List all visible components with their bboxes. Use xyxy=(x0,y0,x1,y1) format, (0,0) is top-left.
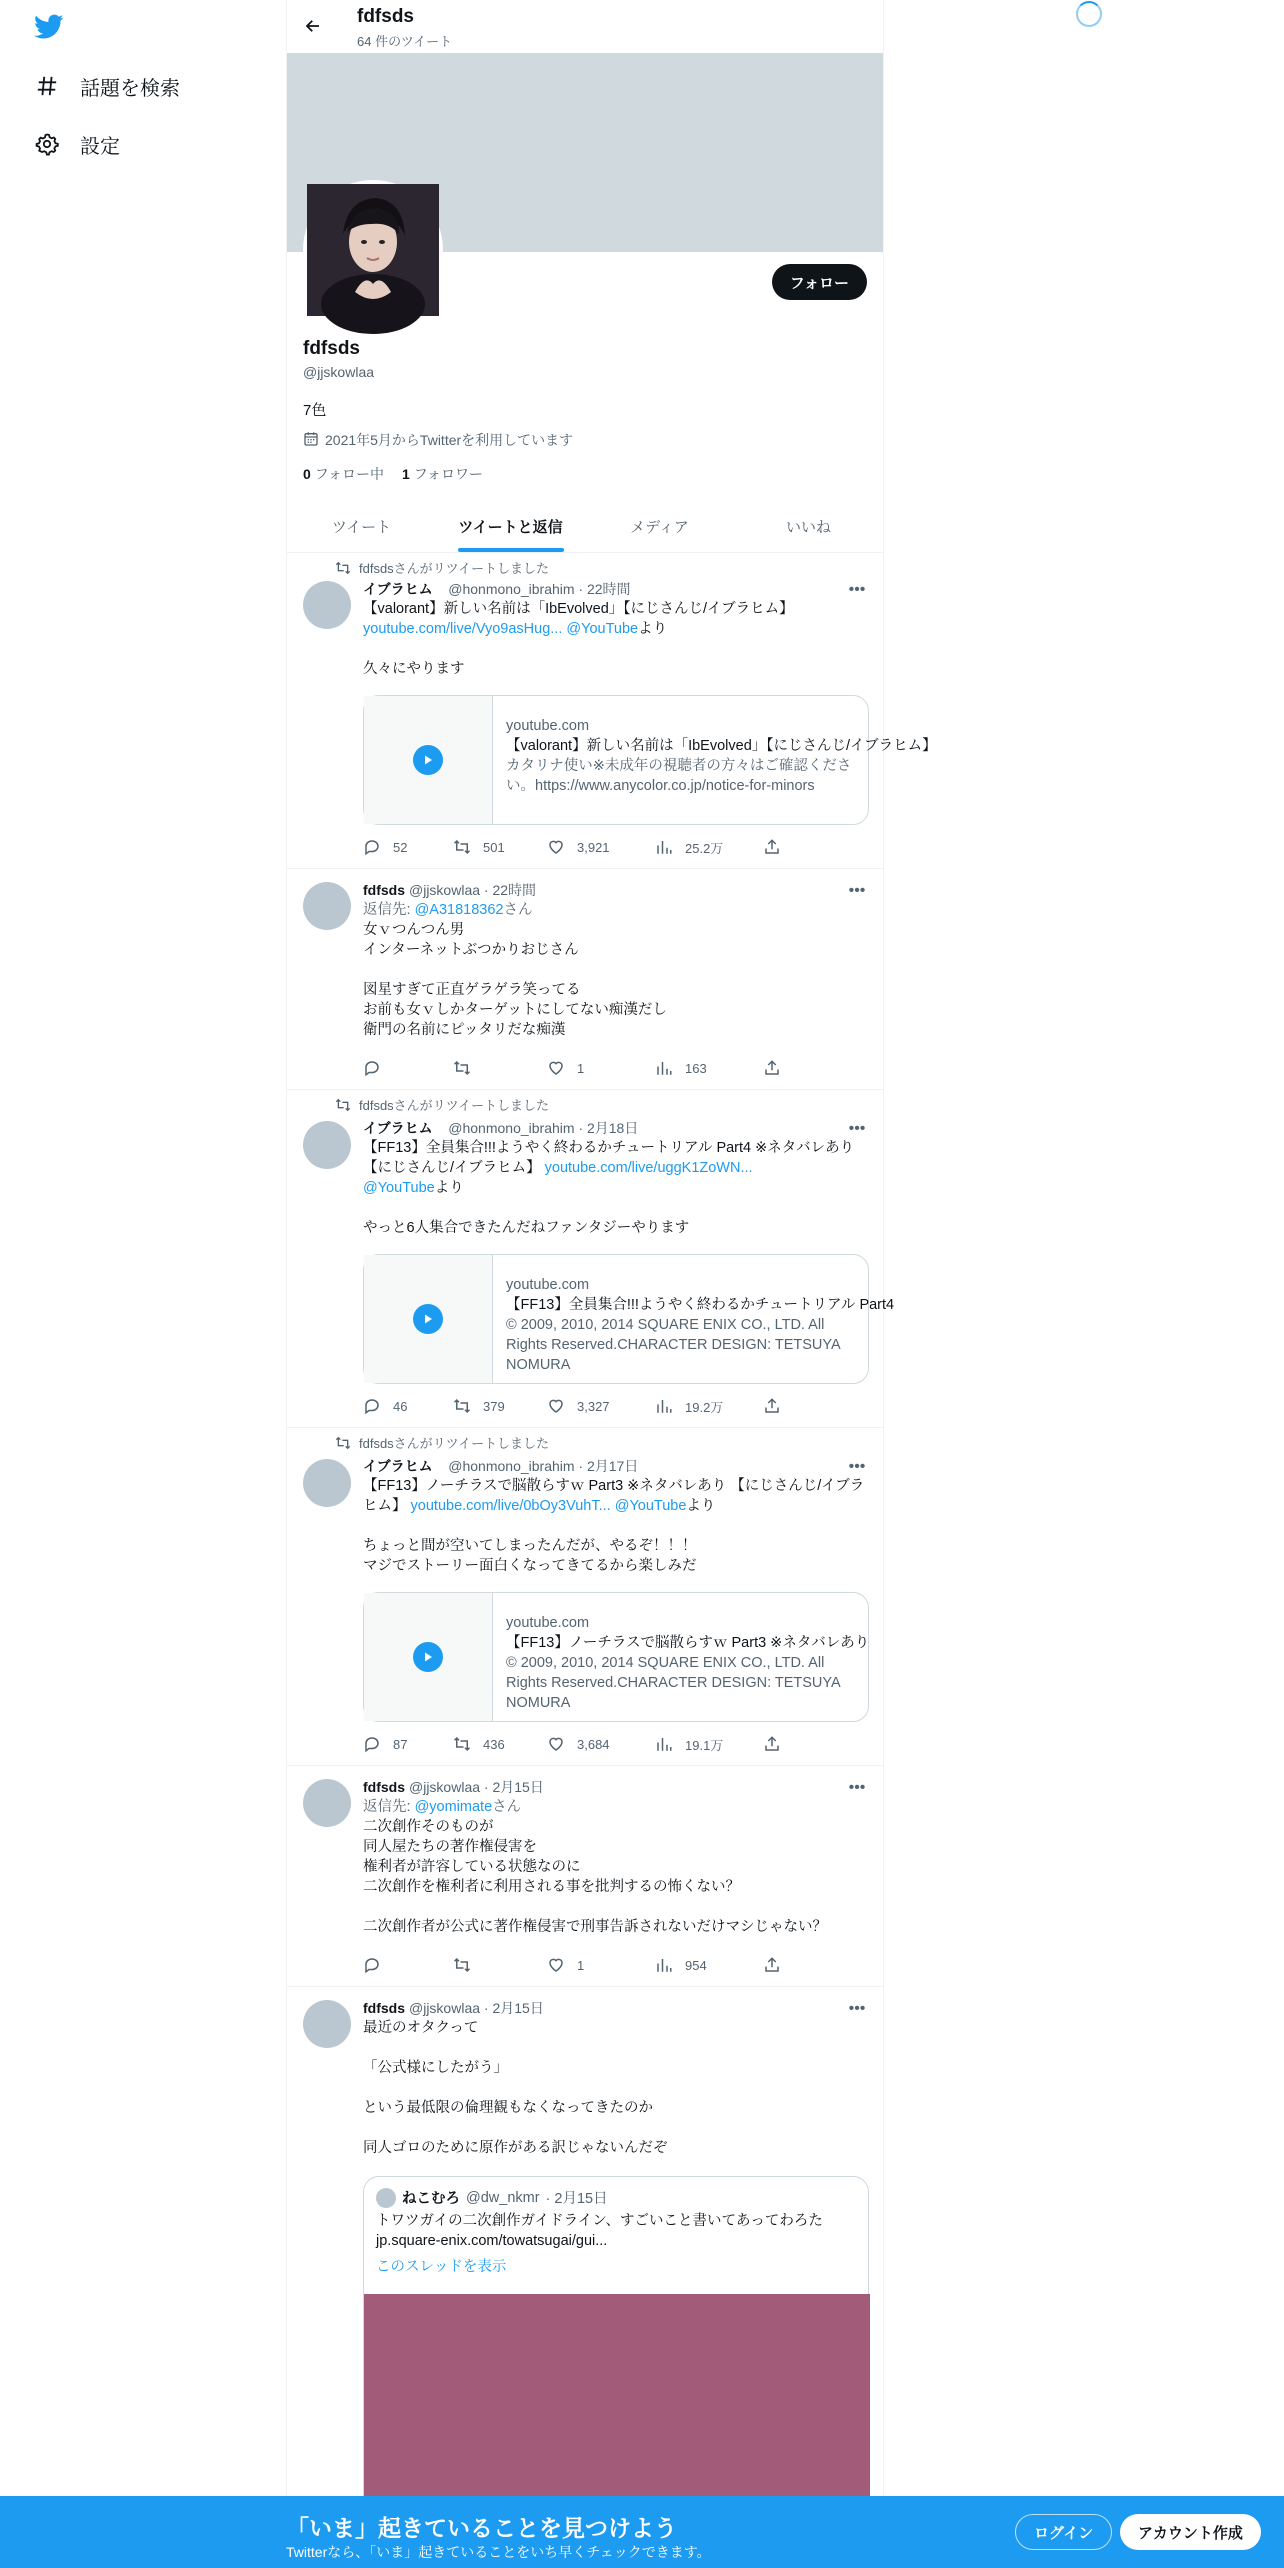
tweet-body xyxy=(363,880,867,1040)
retweet-icon xyxy=(453,1059,471,1077)
quote-link: jp.square-enix.com/towatsugai/gui... xyxy=(376,2233,608,2249)
retweet-indicator xyxy=(335,1095,549,1114)
card-description: © 2009, 2010, 2014 SQUARE ENIX CO., LTD. All Rights Reserved.CHARACTER DESIGN: TETSUYA NOMURA xyxy=(506,1317,840,1373)
nav-settings-label: 設定 xyxy=(80,135,120,158)
view-count: 25.2万 xyxy=(685,840,724,856)
link-card[interactable] xyxy=(363,1592,869,1722)
reply-icon xyxy=(363,1735,381,1753)
retweet-button[interactable] xyxy=(453,1955,547,1975)
tweet-link[interactable]: youtube.com/live/0bOy3VuhT... xyxy=(410,1498,611,1514)
profile-joined xyxy=(303,430,573,450)
follow-button[interactable]: フォロー xyxy=(772,264,867,300)
card-description: © 2009, 2010, 2014 SQUARE ENIX CO., LTD. All Rights Reserved.CHARACTER DESIGN: TETSUYA NOMURA xyxy=(506,1655,840,1711)
retweet-indicator xyxy=(335,558,549,577)
calendar-icon xyxy=(303,431,319,450)
view-count: 954 xyxy=(685,1957,707,1973)
tweet-body xyxy=(363,1777,867,1937)
view-count: 163 xyxy=(685,1060,707,1076)
like-button[interactable] xyxy=(547,837,655,857)
quote-avatar xyxy=(376,2188,396,2208)
tweet-mention[interactable]: @YouTube xyxy=(363,1180,435,1196)
tweet-time[interactable]: · 2月17日 xyxy=(578,1458,639,1474)
tab-tweets[interactable]: ツイート xyxy=(331,518,392,536)
tweet-actions xyxy=(363,1734,793,1754)
reply-button[interactable] xyxy=(363,1058,453,1078)
tweet-text-suffix: より xyxy=(638,621,668,637)
heart-icon xyxy=(547,838,565,856)
share-icon xyxy=(763,1397,781,1415)
views-button[interactable] xyxy=(655,1955,763,1975)
tweet-author-handle[interactable]: @jjskowlaa xyxy=(409,2000,481,2016)
retweet-by-text: fdfsdsさんがリツイートしました xyxy=(359,1436,550,1451)
tweet-body xyxy=(363,579,867,679)
retweet-button[interactable] xyxy=(453,1734,547,1754)
card-info xyxy=(506,1613,870,1711)
more-icon[interactable]: ••• xyxy=(848,1458,866,1475)
play-icon xyxy=(413,1304,443,1334)
tweet-text-line: ちょっと間が空いてしまったんだが、やるぞ！！！ マジでストーリー面白くなってきてるから楽しみだ xyxy=(363,1538,697,1574)
signup-banner xyxy=(0,2496,1284,2568)
share-icon xyxy=(763,1059,781,1077)
tweet-author-handle[interactable]: @honmono_ibrahim xyxy=(448,581,575,597)
retweet-count: 436 xyxy=(483,1736,505,1752)
like-button[interactable] xyxy=(547,1734,655,1754)
tweet-text xyxy=(363,1138,867,1238)
like-count: 3,684 xyxy=(577,1736,610,1752)
views-icon xyxy=(655,1735,673,1753)
retweet-icon xyxy=(453,1956,471,1974)
share-button[interactable] xyxy=(763,1955,781,1975)
tweet-time[interactable]: · 22時間 xyxy=(483,882,537,898)
reply-to-line xyxy=(363,1797,867,1817)
play-icon xyxy=(413,745,443,775)
quote-time: · 2月15日 xyxy=(545,2191,608,2207)
share-button[interactable] xyxy=(763,1734,781,1754)
tweet-mention[interactable]: @YouTube xyxy=(566,621,639,637)
header-tweet-count: 64 件のツイート xyxy=(357,34,453,49)
view-count: 19.1万 xyxy=(685,1737,724,1753)
tweet-author-name[interactable]: イブラヒム xyxy=(363,1458,433,1474)
followers-count: 1 xyxy=(402,466,410,482)
quote-author-name: ねこむろ xyxy=(402,2191,460,2207)
more-icon[interactable]: ••• xyxy=(848,1120,866,1137)
tweet-author-name[interactable]: イブラヒム xyxy=(363,1120,433,1136)
more-icon[interactable]: ••• xyxy=(848,1779,866,1796)
like-button[interactable] xyxy=(547,1058,655,1078)
avatar[interactable] xyxy=(303,1121,351,1169)
reply-icon xyxy=(363,1956,381,1974)
profile-handle: @jjskowlaa xyxy=(303,364,375,380)
share-icon xyxy=(763,838,781,856)
tweet-actions xyxy=(363,1955,793,1975)
tweet-text-line: やっと6人集合できたんだねファンタジーやります xyxy=(363,1220,690,1236)
show-thread-link[interactable]: このスレッドを表示 xyxy=(376,2259,507,2275)
tweet-author-handle[interactable]: @honmono_ibrahim xyxy=(448,1458,575,1474)
tab-tweets-and-replies[interactable]: ツイートと返信 xyxy=(436,500,585,552)
more-icon[interactable]: ••• xyxy=(848,2000,866,2017)
link-card[interactable] xyxy=(363,1254,895,1384)
like-count: 3,921 xyxy=(577,839,610,855)
views-icon xyxy=(655,838,673,856)
avatar[interactable] xyxy=(303,581,351,629)
views-icon xyxy=(655,1397,673,1415)
avatar[interactable] xyxy=(303,1779,351,1827)
card-domain: youtube.com xyxy=(506,1615,590,1631)
heart-icon xyxy=(547,1059,565,1077)
avatar[interactable] xyxy=(303,1459,351,1507)
tweet-text-line: 久々にやります xyxy=(363,661,465,677)
tweet[interactable] xyxy=(287,1429,883,1766)
views-button[interactable] xyxy=(655,1396,763,1416)
profile-bio: 7色 xyxy=(303,402,327,419)
retweet-icon xyxy=(453,838,471,856)
tweet-body xyxy=(363,1456,867,1576)
tweet-body xyxy=(363,1118,867,1238)
tab-media[interactable]: メディア xyxy=(630,518,689,536)
tweet-header xyxy=(363,1118,867,1138)
card-title: 【FF13】全員集合!!!ようやく終わるかチュートリアル Part4 xyxy=(506,1297,895,1313)
retweet-by-text: fdfsdsさんがリツイートしました xyxy=(359,1098,550,1113)
share-icon xyxy=(763,1735,781,1753)
reply-button[interactable] xyxy=(363,1955,453,1975)
loading-spinner-icon xyxy=(1076,1,1102,27)
reply-to-prefix: 返信先: xyxy=(363,1799,415,1815)
tweet-time[interactable]: · 2月18日 xyxy=(578,1120,639,1136)
following-label: フォロー中 xyxy=(314,466,384,482)
share-button[interactable] xyxy=(763,1058,781,1078)
retweet-count: 501 xyxy=(483,839,505,855)
profile-tabs xyxy=(287,500,883,553)
tweet-author-name[interactable]: fdfsds xyxy=(363,882,405,898)
reply-count: 87 xyxy=(393,1736,408,1752)
play-icon xyxy=(413,1642,443,1672)
reply-count: 46 xyxy=(393,1398,408,1414)
quote-text-line: トワツガイの二次創作ガイドライン、すごいこと書いてあってわろた xyxy=(376,2213,823,2229)
tweet-header xyxy=(363,1998,867,2018)
quote-author-handle: @dw_nkmr xyxy=(466,2189,540,2206)
following-count: 0 xyxy=(303,466,311,482)
tweet[interactable] xyxy=(287,1091,895,1428)
views-icon xyxy=(655,1059,673,1077)
profile-stats xyxy=(303,464,483,484)
reply-to-mention[interactable]: @A31818362 xyxy=(414,902,504,918)
reply-to-mention[interactable]: @yomimate xyxy=(414,1799,493,1815)
avatar[interactable] xyxy=(303,2000,351,2048)
like-count: 3,327 xyxy=(577,1398,610,1414)
tweet-author-name[interactable]: fdfsds xyxy=(363,2000,405,2016)
tweet-header xyxy=(363,579,867,599)
followers-label: フォロワー xyxy=(413,466,483,482)
reply-count: 52 xyxy=(393,839,408,855)
share-icon xyxy=(763,1956,781,1974)
tweet-time[interactable]: · 2月15日 xyxy=(483,1779,544,1795)
profile-header-bar xyxy=(287,0,883,53)
tweet-author-name[interactable]: イブラヒム xyxy=(363,581,433,597)
reply-icon xyxy=(363,1397,381,1415)
tweet-link[interactable]: youtube.com/live/Vyo9asHug... xyxy=(363,621,563,637)
tweet-text xyxy=(363,1476,867,1576)
tweet-text-line: 【FF13】全員集合!!!ようやく終わるかチュートリアル Part4 ※ネタバレあり 【にじさんじ/イブラヒム】 xyxy=(363,1140,859,1176)
link-card[interactable] xyxy=(363,695,937,825)
card-domain: youtube.com xyxy=(506,718,590,734)
avatar[interactable] xyxy=(303,882,351,930)
tweet-text-line: 【valorant】新しい名前は「IbEvolved」【にじさんじ/イブラヒム】 xyxy=(363,601,794,617)
tweet-link[interactable]: youtube.com/live/uggK1ZoWN... xyxy=(544,1160,753,1176)
tweet-text: 二次創作そのものが 同人屋たちの著作権侵害を 権利者が許容している状態なのに 二次創作を権利者に利用される事を批判するの怖くない？ 二次創作者が公式に著作権侵害で刑事告訴されないだけマシじゃない？ xyxy=(363,1819,827,1935)
reply-to-prefix: 返信先: xyxy=(363,902,415,918)
tweet[interactable] xyxy=(287,870,883,1090)
tweet-text-suffix: より xyxy=(434,1180,464,1196)
card-domain: youtube.com xyxy=(506,1277,590,1293)
header-name: fdfsds xyxy=(357,6,414,27)
nav-settings[interactable] xyxy=(34,124,120,164)
tweet-header xyxy=(363,880,867,900)
tweet-body xyxy=(363,1998,867,2158)
back-arrow-icon[interactable] xyxy=(301,14,325,38)
card-title: 【FF13】ノーチラスで脳散らすｗ Part3 ※ネタバレあり xyxy=(506,1635,870,1651)
retweet-by-text: fdfsdsさんがリツイートしました xyxy=(359,561,550,576)
views-icon xyxy=(655,1956,673,1974)
heart-icon xyxy=(547,1735,565,1753)
like-button[interactable] xyxy=(547,1396,655,1416)
login-button[interactable]: ログイン xyxy=(1015,2514,1112,2550)
tweet-text: 最近のオタクって 「公式様にしたがう」 という最低限の倫理観もなくなってきたのか 同人ゴロのために原作がある訳じゃないんだぞ xyxy=(363,2020,668,2156)
retweet-indicator xyxy=(335,1433,549,1452)
hashtag-icon xyxy=(34,73,60,99)
tweet[interactable] xyxy=(287,554,937,869)
reply-icon xyxy=(363,1059,381,1077)
tweet-text xyxy=(363,599,867,679)
like-button[interactable] xyxy=(547,1955,655,1975)
tweet-header xyxy=(363,1456,867,1476)
tab-likes[interactable]: いいね xyxy=(785,518,831,536)
main-column xyxy=(286,0,937,2568)
reply-icon xyxy=(363,838,381,856)
reply-to-line xyxy=(363,900,867,920)
card-thumbnail xyxy=(364,696,493,824)
retweet-icon xyxy=(453,1735,471,1753)
quote-text xyxy=(376,2211,856,2251)
tweet-header xyxy=(363,1777,867,1797)
tweet-actions xyxy=(363,837,793,857)
retweet-count: 379 xyxy=(483,1398,505,1414)
nav-explore-label: 話題を検索 xyxy=(80,77,180,100)
like-count: 1 xyxy=(577,1060,585,1076)
retweet-button[interactable] xyxy=(453,1058,547,1078)
tweet-time[interactable]: · 2月15日 xyxy=(483,2000,544,2016)
card-thumbnail xyxy=(364,1255,493,1383)
nav-explore[interactable] xyxy=(34,66,180,106)
profile-name: fdfsds xyxy=(303,338,360,359)
reply-button[interactable] xyxy=(363,1734,453,1754)
card-thumbnail xyxy=(364,1593,493,1721)
gear-icon xyxy=(34,131,60,157)
tweet-author-handle[interactable]: @honmono_ibrahim xyxy=(448,1120,575,1136)
quoted-tweet[interactable] xyxy=(363,2176,869,2516)
views-button[interactable] xyxy=(655,1058,763,1078)
signup-banner-title: 「いま」起きていることを見つけよう xyxy=(286,2515,677,2541)
profile-avatar[interactable] xyxy=(303,180,443,320)
card-info xyxy=(506,716,937,796)
like-count: 1 xyxy=(577,1957,585,1973)
retweet-button[interactable] xyxy=(453,837,547,857)
card-description: カタリナ使い※未成年の視聴者の方々はご確認ください。https://www.anycolor.co.jp/notice-for-minors xyxy=(506,758,852,794)
retweet-button[interactable] xyxy=(453,1396,547,1416)
tweet[interactable] xyxy=(287,1767,883,1987)
quote-image[interactable] xyxy=(364,2294,870,2524)
views-button[interactable] xyxy=(655,837,763,857)
reply-button[interactable] xyxy=(363,837,453,857)
more-icon[interactable]: ••• xyxy=(848,581,866,598)
tweet[interactable] xyxy=(287,1988,883,2568)
signup-banner-subtitle: Twitterなら、「いま」起きていることをいち早くチェックできます。 xyxy=(286,2544,711,2560)
tweet-mention[interactable]: @YouTube xyxy=(614,1498,687,1514)
quote-header xyxy=(376,2187,608,2208)
views-button[interactable] xyxy=(655,1734,763,1754)
tweet-text: 女ｖつんつん男 インターネットぶつかりおじさん 図星すぎて正直ゲラゲラ笑ってる お前も女ｖしかターゲットにしてない痴漢だし 衛門の名前にピッタリだな痴漢 xyxy=(363,922,667,1038)
tweet-author-handle[interactable]: @jjskowlaa xyxy=(409,882,481,898)
tweet-text-suffix: より xyxy=(686,1498,716,1514)
tweet-author-name[interactable]: fdfsds xyxy=(363,1779,405,1795)
share-button[interactable] xyxy=(763,837,781,857)
tweet-time[interactable]: · 22時間 xyxy=(578,581,631,597)
more-icon[interactable]: ••• xyxy=(848,882,866,899)
tweet-author-handle[interactable]: @jjskowlaa xyxy=(409,1779,481,1795)
card-info xyxy=(506,1275,895,1373)
following-link[interactable] xyxy=(303,464,384,484)
reply-button[interactable] xyxy=(363,1396,453,1416)
card-title: 【valorant】新しい名前は「IbEvolved」【にじさんじ/イブラヒム】 xyxy=(506,738,937,754)
tweet-actions xyxy=(363,1058,793,1078)
tweet-actions xyxy=(363,1396,793,1416)
reply-to-suffix: さん xyxy=(503,902,533,918)
reply-to-suffix: さん xyxy=(492,1799,522,1815)
view-count: 19.2万 xyxy=(685,1399,724,1415)
signup-button[interactable]: アカウント作成 xyxy=(1120,2514,1261,2550)
heart-icon xyxy=(547,1397,565,1415)
followers-link[interactable] xyxy=(402,464,483,484)
tweet-text-line: 【FF13】ノーチラスで脳散らすｗ Part3 ※ネタバレあり 【にじさんじ/イブラヒム】 xyxy=(363,1478,865,1514)
retweet-icon xyxy=(453,1397,471,1415)
twitter-logo-icon[interactable] xyxy=(34,14,64,40)
profile-joined-text: 2021年5月からTwitterを利用しています xyxy=(325,432,574,448)
heart-icon xyxy=(547,1956,565,1974)
share-button[interactable] xyxy=(763,1396,781,1416)
